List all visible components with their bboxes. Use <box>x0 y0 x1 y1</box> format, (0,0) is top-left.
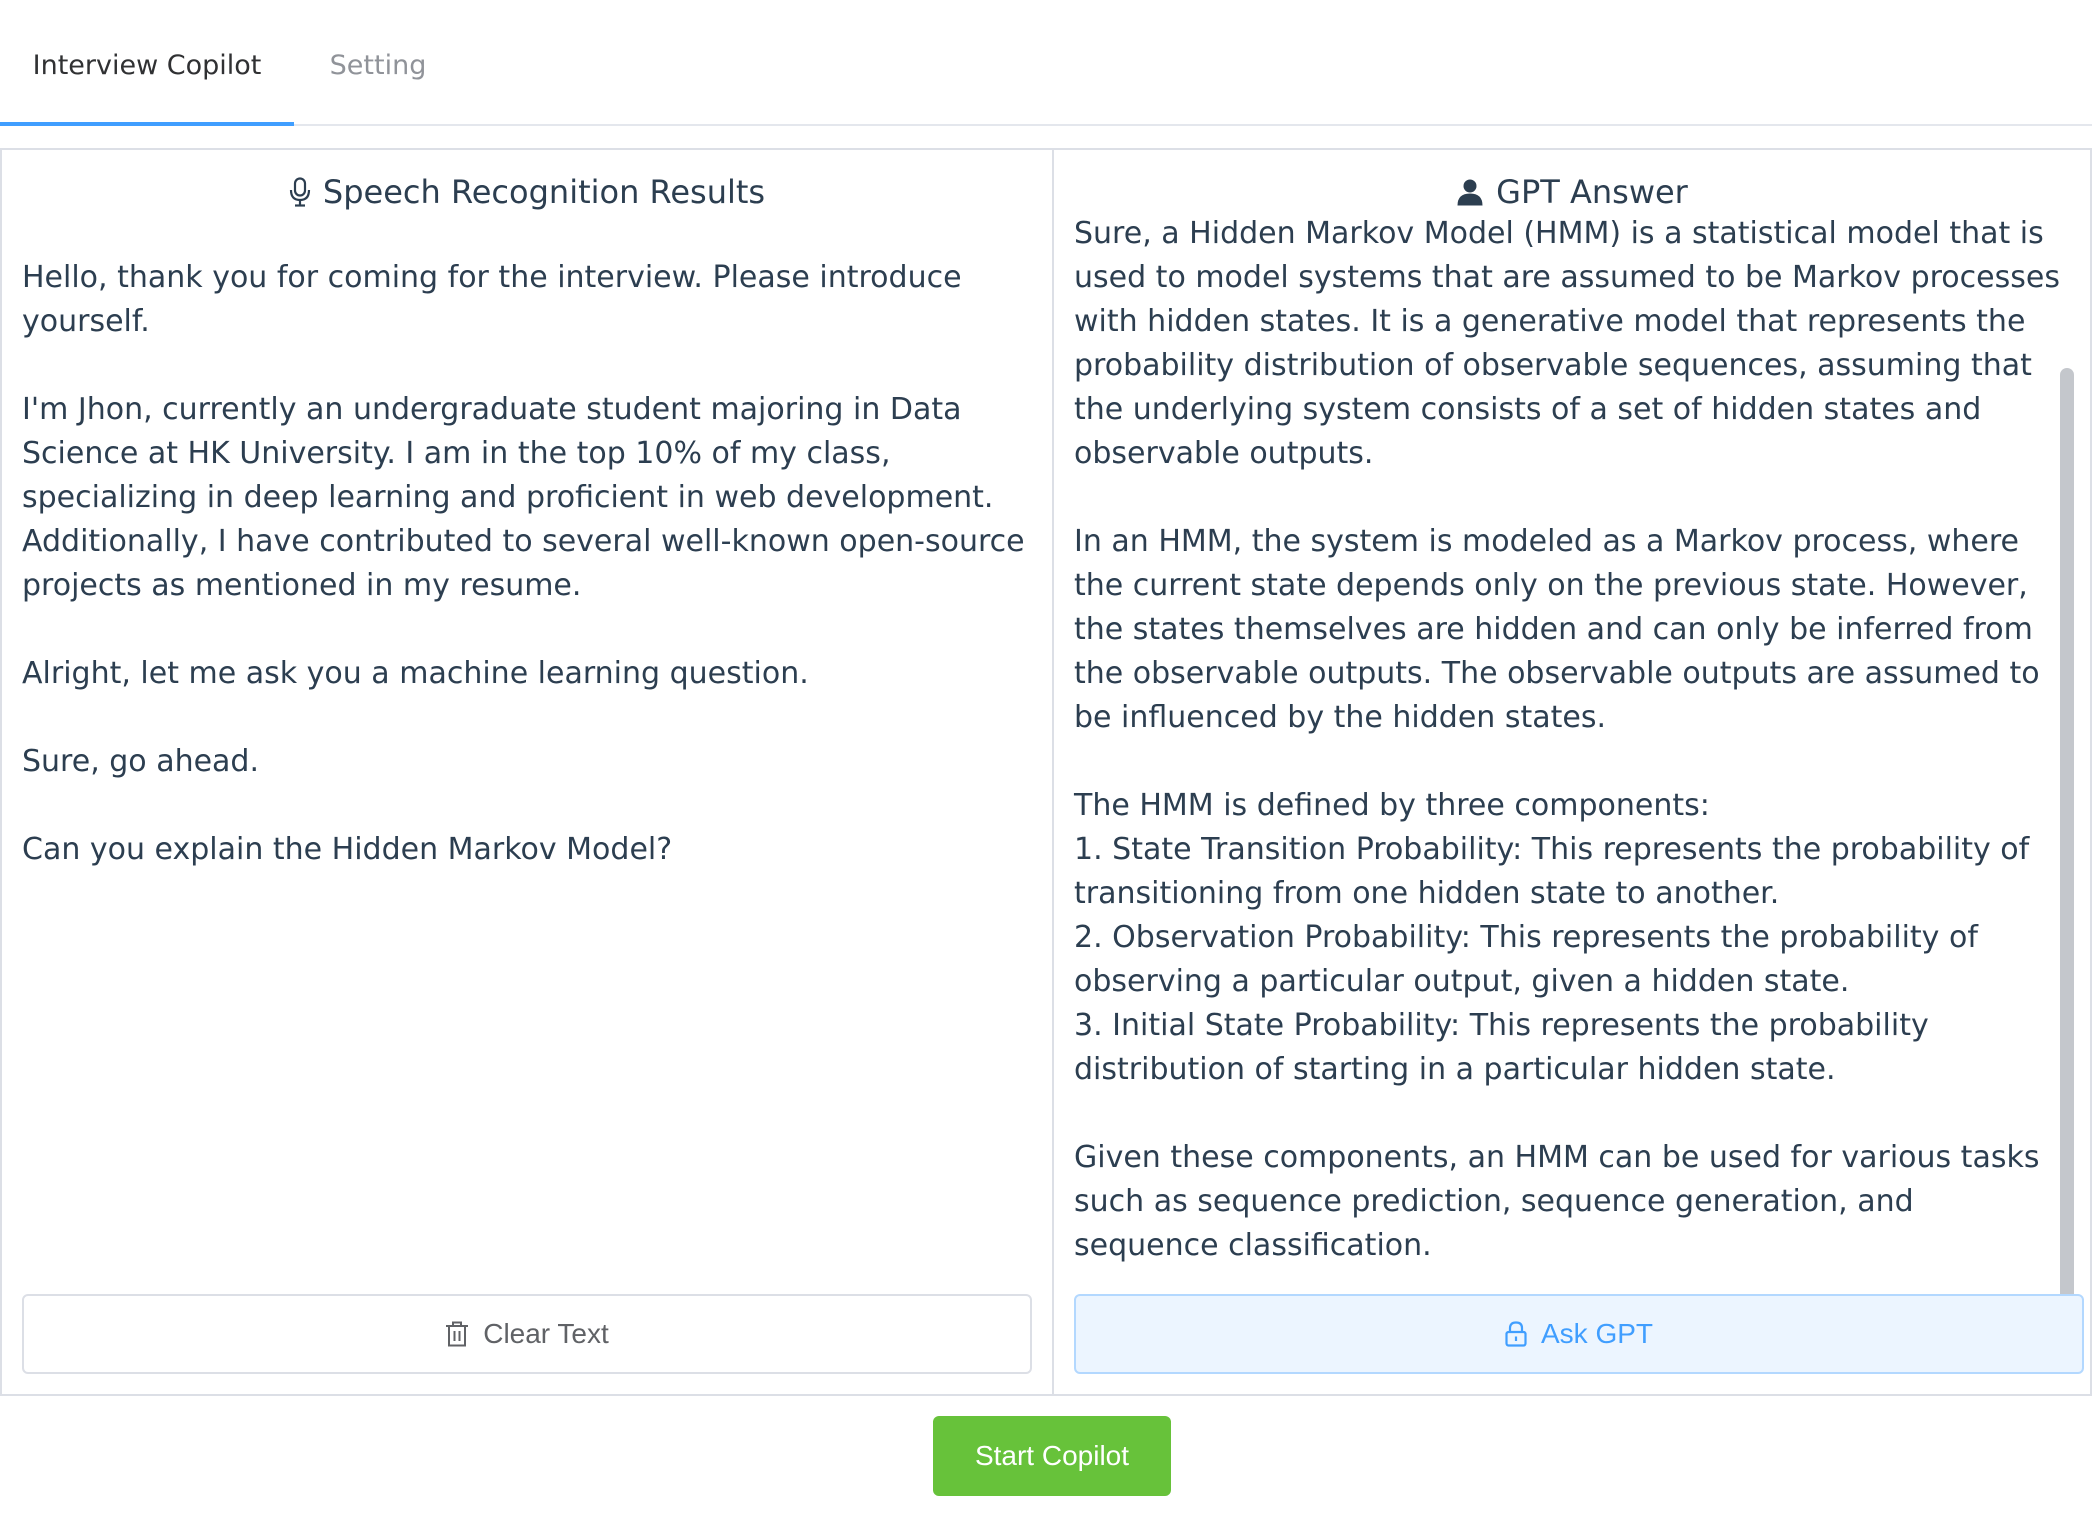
panel-divider <box>1052 150 1054 1394</box>
speech-panel-title: Speech Recognition Results <box>322 173 766 211</box>
user-icon <box>1456 178 1484 206</box>
lock-icon <box>1505 1321 1527 1347</box>
clear-text-label: Clear Text <box>483 1318 609 1349</box>
gpt-panel-header <box>1054 170 2090 214</box>
answer-scrollbar-thumb[interactable] <box>2060 368 2074 1336</box>
tab-interview-copilot[interactable]: Interview Copilot <box>32 50 262 81</box>
tab-bar <box>0 0 2092 126</box>
speech-recognition-text: Hello, thank you for coming for the interview. Please introduce yourself. I'm Jhon, currently an undergraduate student majoring in Data Science at HK University. I am in the top 10% of my class, specializing in deep learning and proficient in web development. Additionally, I have contributed to several well-known open-source projects as mentioned in my resume. Alright, let me ask you a machine learning question. Sure, go ahead. Can you explain the Hidden Markov Model? <box>22 260 1025 867</box>
tab-setting[interactable]: Setting <box>329 50 427 81</box>
copilot-panels <box>0 148 2092 1396</box>
clear-text-button[interactable] <box>22 1294 1032 1374</box>
gpt-answer-text: Sure, a Hidden Markov Model (HMM) is a statistical model that is used to model systems that are assumed to be Markov processes with hidden states. It is a generative model that represents the probability distribution of observable sequences, assuming that the underlying system consists of a set of hidden states and observable outputs. In an HMM, the system is modeled as a Markov process, where the current state depends only on the previous state. However, the states themselves are hidden and can only be inferred from the observable outputs. The observable outputs are assumed to be influenced by the hidden states. The HMM is defined by three components: 1. State Transition Probability: This represents the probability of transitioning from one hidden state to another. 2. Observation Probability: This represents the probability of observing a particular output, given a hidden state. 3. Initial State Probability: This represents the probability distribution of starting in a particular hidden state. Given these components, an HMM can be used for various tasks such as sequence prediction, sequence generation, and sequence classification. <box>1074 216 2060 1263</box>
answer-scrollbar[interactable] <box>2056 216 2076 1336</box>
trash-icon <box>445 1321 469 1347</box>
microphone-icon <box>289 177 311 207</box>
active-tab-indicator <box>0 122 294 126</box>
gpt-panel-title: GPT Answer <box>1496 173 1688 211</box>
ask-gpt-button[interactable] <box>1074 1294 2084 1374</box>
start-copilot-button[interactable]: Start Copilot <box>933 1416 1171 1496</box>
ask-gpt-label: Ask GPT <box>1540 1318 1653 1349</box>
speech-panel-header <box>2 170 1052 214</box>
